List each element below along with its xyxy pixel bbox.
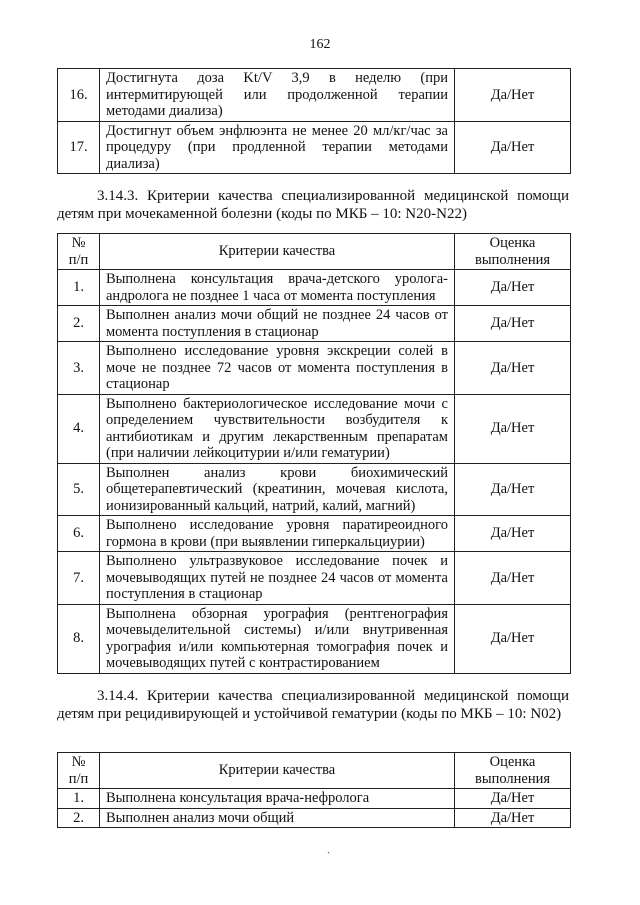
result-value: Да/Нет [455, 552, 571, 605]
row-number: 2. [58, 306, 100, 342]
criterion-text: Выполнено бактериологическое исследование мочи с определением чувствительности возбудителя к антибиотикам и другим лекарственным препаратам (при наличии лейкоцитурии и/или гематурии) [100, 394, 455, 463]
row-number: 5. [58, 463, 100, 516]
table-row [58, 306, 571, 342]
criterion-text: Достигнута доза Kt/V 3,9 в неделю (при интермитирующей или продолженной терапии методами диализа) [100, 69, 455, 122]
table-row [58, 789, 571, 809]
criterion-text: Выполнена консультация врача-детского уролога-андролога не позднее 1 часа от момента поступления [100, 270, 455, 306]
result-value: Да/Нет [455, 121, 571, 174]
row-number: 17. [58, 121, 100, 174]
result-value: Да/Нет [455, 270, 571, 306]
table-row [58, 516, 571, 552]
header-criterion: Критерии качества [100, 753, 455, 789]
table-row [58, 552, 571, 605]
row-number: 8. [58, 604, 100, 673]
row-number: 2. [58, 808, 100, 828]
table-row [58, 463, 571, 516]
result-value: Да/Нет [455, 306, 571, 342]
table-row [58, 808, 571, 828]
table-urolithiasis [57, 233, 571, 674]
header-result: Оценка выполнения [455, 753, 571, 789]
header-result: Оценка выполнения [455, 234, 571, 270]
result-value: Да/Нет [455, 604, 571, 673]
header-criterion: Критерии качества [100, 234, 455, 270]
row-number: 4. [58, 394, 100, 463]
row-number: 7. [58, 552, 100, 605]
section-heading-3-14-4: 3.14.4. Критерии качества специализированной медицинской помощи детям при рецидивирующей и устойчивой гематурии (коды по МКБ – 10: N02) [57, 688, 569, 722]
row-number: 1. [58, 270, 100, 306]
result-value: Да/Нет [455, 463, 571, 516]
table-row [58, 342, 571, 395]
header-num: № п/п [58, 234, 100, 270]
table-row [58, 394, 571, 463]
header-num: № п/п [58, 753, 100, 789]
row-number: 6. [58, 516, 100, 552]
row-number: 3. [58, 342, 100, 395]
criterion-text: Выполнена обзорная урография (рентгенография мочевыделительной системы) и/или внутривенная урография и/или компьютерная томография почек и мочевыводящих путей с контрастированием [100, 604, 455, 673]
criterion-text: Выполнена консультация врача-нефролога [100, 789, 455, 809]
table-hematuria [57, 752, 571, 828]
table-row [58, 604, 571, 673]
table-header-row [58, 234, 571, 270]
result-value: Да/Нет [455, 789, 571, 809]
result-value: Да/Нет [455, 342, 571, 395]
result-value: Да/Нет [455, 69, 571, 122]
table-row [58, 121, 571, 174]
criterion-text: Выполнено ультразвуковое исследование почек и мочевыводящих путей не позднее 24 часов от момента поступления в стационар [100, 552, 455, 605]
table-header-row [58, 753, 571, 789]
criterion-text: Выполнено исследование уровня паратиреоидного гормона в крови (при выявлении гиперкальциурии) [100, 516, 455, 552]
table-row [58, 270, 571, 306]
criterion-text: Выполнен анализ крови биохимический общетерапевтический (креатинин, мочевая кислота, ионизированный кальций, натрий, калий, магний) [100, 463, 455, 516]
criterion-text: Выполнен анализ мочи общий не позднее 24 часов от момента поступления в стационар [100, 306, 455, 342]
section-heading-3-14-3: 3.14.3. Критерии качества специализированной медицинской помощи детям при мочекаменной болезни (коды по МКБ – 10: N20-N22) [57, 188, 569, 222]
table-top-continuation [57, 68, 571, 174]
page-number: 162 [309, 37, 331, 52]
criterion-text: Достигнут объем энфлюэнта не менее 20 мл/кг/час за процедуру (при продленной терапии методами диализа) [100, 121, 455, 174]
result-value: Да/Нет [455, 394, 571, 463]
stray-mark: ˎ [327, 843, 331, 854]
row-number: 1. [58, 789, 100, 809]
row-number: 16. [58, 69, 100, 122]
result-value: Да/Нет [455, 808, 571, 828]
table-row [58, 69, 571, 122]
result-value: Да/Нет [455, 516, 571, 552]
criterion-text: Выполнено исследование уровня экскреции солей в моче не позднее 72 часов от момента поступления в стационар [100, 342, 455, 395]
criterion-text: Выполнен анализ мочи общий [100, 808, 455, 828]
